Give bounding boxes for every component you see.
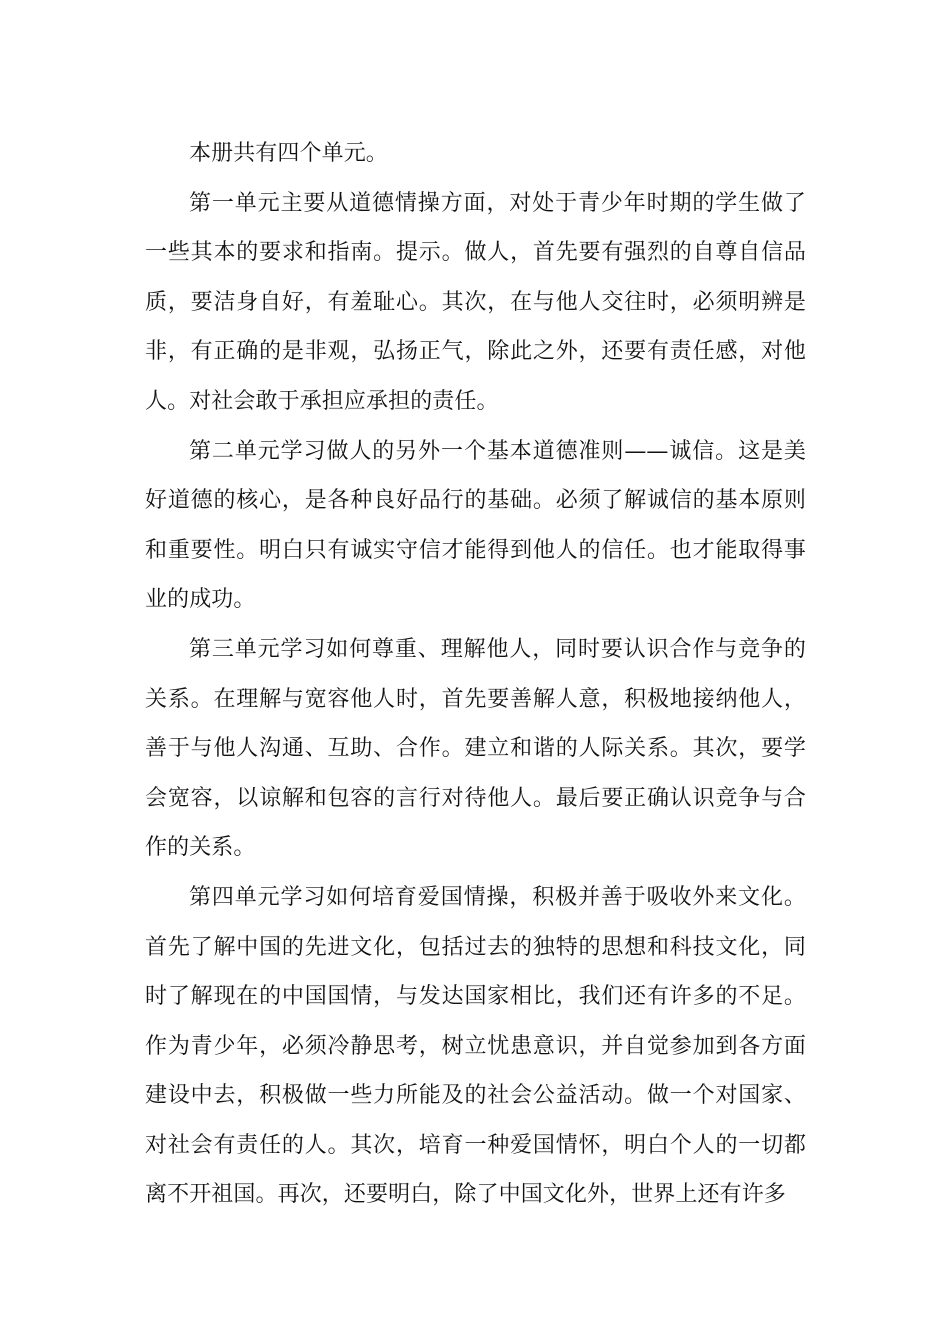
paragraph-unit-one: 第一单元主要从道德情操方面，对处于青少年时期的学生做了一些其本的要求和指南。提示。做人，首先要有强烈的自尊自信品质，要洁身自好，有羞耻心。其次，在与他人交往时，必须明辨是非，有正确的是非观，弘扬正气，除此之外，还要有责任感，对他人。对社会敢于承担应承担的责任。 [145, 190, 806, 414]
paragraph-intro: 本册共有四个单元。 [189, 141, 388, 166]
paragraph-unit-three: 第三单元学习如何尊重、理解他人，同时要认识合作与竞争的关系。在理解与宽容他人时，首先要善解人意，积极地接纳他人，善于与他人沟通、互助、合作。建立和谐的人际关系。其次，要学会宽容，以谅解和包容的言行对待他人。最后要正确认识竞争与合作的关系。 [145, 636, 806, 861]
document-body [145, 129, 806, 1220]
paragraph-unit-two: 第二单元学习做人的另外一个基本道德准则——诚信。这是美好道德的核心，是各种良好品行的基础。必须了解诚信的基本原则和重要性。明白只有诚实守信才能得到他人的信任。也才能取得事业的成功。 [145, 438, 806, 613]
paragraph-unit-four: 第四单元学习如何培育爱国情操，积极并善于吸收外来文化。首先了解中国的先进文化，包括过去的独特的思想和科技文化，同时了解现在的中国国情，与发达国家相比，我们还有许多的不足。作为青少年，必须冷静思考，树立忧患意识，并自觉参加到各方面建设中去，积极做一些力所能及的社会公益活动。做一个对国家、对社会有责任的人。其次，培育一种爱国情怀，明白个人的一切都离不开祖国。再次，还要明白，除了中国文化外，世界上还有许多 [145, 884, 806, 1208]
